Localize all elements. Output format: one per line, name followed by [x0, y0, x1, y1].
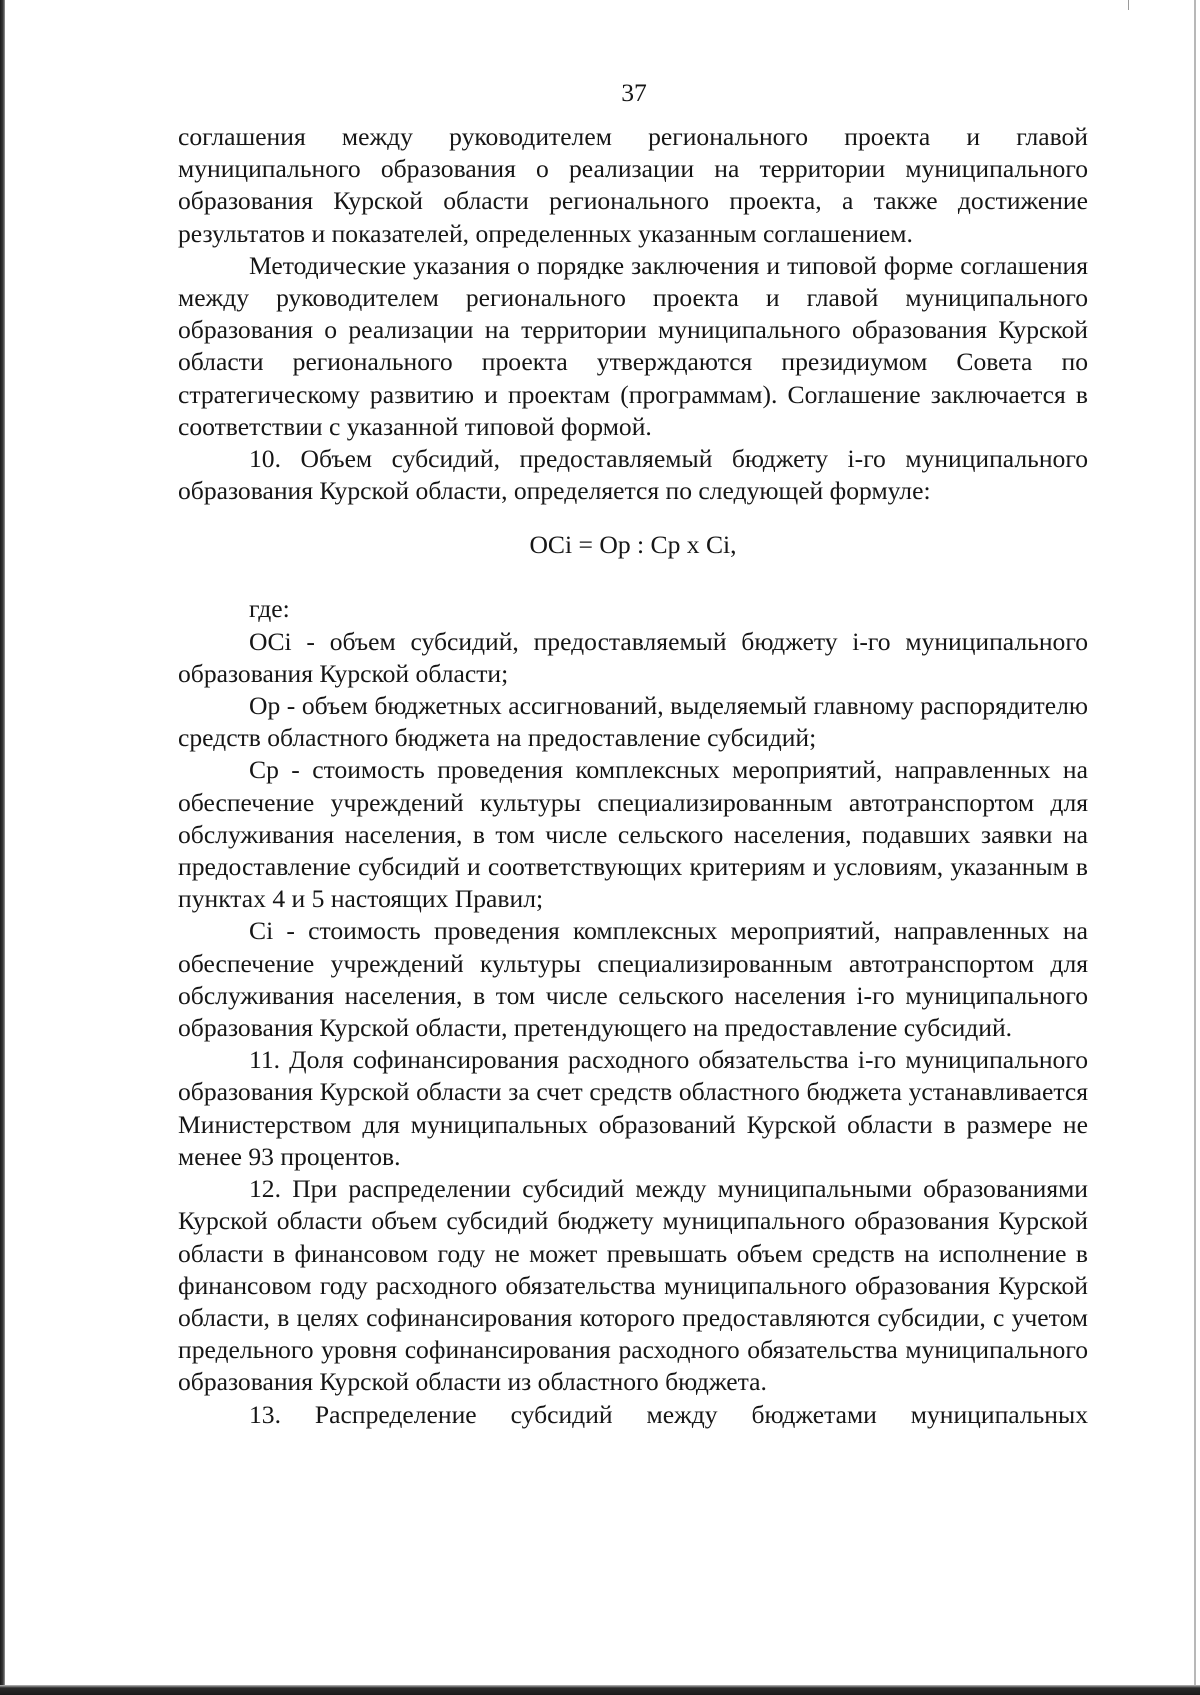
scan-edge-right — [1194, 0, 1196, 1695]
scan-edge-left — [0, 0, 5, 1695]
paragraph-10: 10. Объем субсидий, предоставляемый бюджету i-го муниципального образования Курской области, определяется по следующей формуле: — [178, 444, 1088, 506]
page-number: 37 — [621, 78, 647, 107]
definition-oci: OCi - объем субсидий, предоставляемый бюджету i-го муниципального образования Курской области; — [178, 626, 1088, 688]
scan-edge-bottom — [0, 1685, 1200, 1695]
paragraph-12: 12. При распределении субсидий между муниципальными образованиями Курской области объем субсидий бюджету муниципального образования Курской области в финансовом году не может превышать объем средств на исполнение в финансовом году расходного обязательства муниципального образования Курской области, в целях софинансирования которого предоставляются субсидии, с учетом предельного уровня софинансирования расходного обязательства муниципального образования Курской области из областного бюджета. — [178, 1174, 1088, 1397]
document-body — [178, 121, 1088, 1431]
paragraph-methodical-guidelines: Методические указания о порядке заключения и типовой форме соглашения между руководителем регионального проекта и главой муниципального образования о реализации на территории муниципального образования Курской области регионального проекта утверждаются президиумом Совета по стратегическому развитию и проектам (программам). Соглашение заключается в соответствии с указанной типовой формой. — [178, 250, 1088, 441]
definition-ci: Ci - стоимость проведения комплексных мероприятий, направленных на обеспечение учреждений культуры специализированным автотранспортом для обслуживания населения, в том числе сельского населения i-го муниципального образования Курской области, претендующего на предоставление субсидий. — [178, 916, 1088, 1043]
paragraph-continuation: соглашения между руководителем регионального проекта и главой муниципального образования о реализации на территории муниципального образования Курской области регионального проекта, а также достижение результатов и показателей, определенных указанным соглашением. — [178, 122, 1088, 248]
subsidy-formula: OCi = Op : Cp x Ci, — [529, 530, 737, 560]
definition-cp: Cp - стоимость проведения комплексных мероприятий, направленных на обеспечение учреждений культуры специализированным автотранспортом для обслуживания населения, в том числе сельского населения, подавших заявки на предоставление субсидий и соответствующих критериям и условиям, указанным в пунктах 4 и 5 настоящих Правил; — [178, 755, 1088, 914]
paragraph-13: 13. Распределение субсидий между бюджетами муниципальных — [249, 1399, 1088, 1429]
paragraph-11: 11. Доля софинансирования расходного обязательства i-го муниципального образования Курской области за счет средств областного бюджета устанавливается Министерством для муниципальных образований Курской области в размере не менее 93 процентов. — [178, 1045, 1088, 1171]
definition-op: Op - объем бюджетных ассигнований, выделяемый главному распорядителю средств областного бюджета на предоставление субсидий; — [178, 691, 1088, 753]
scan-mark-top — [1128, 0, 1129, 10]
formula-where-label: где: — [249, 594, 290, 624]
